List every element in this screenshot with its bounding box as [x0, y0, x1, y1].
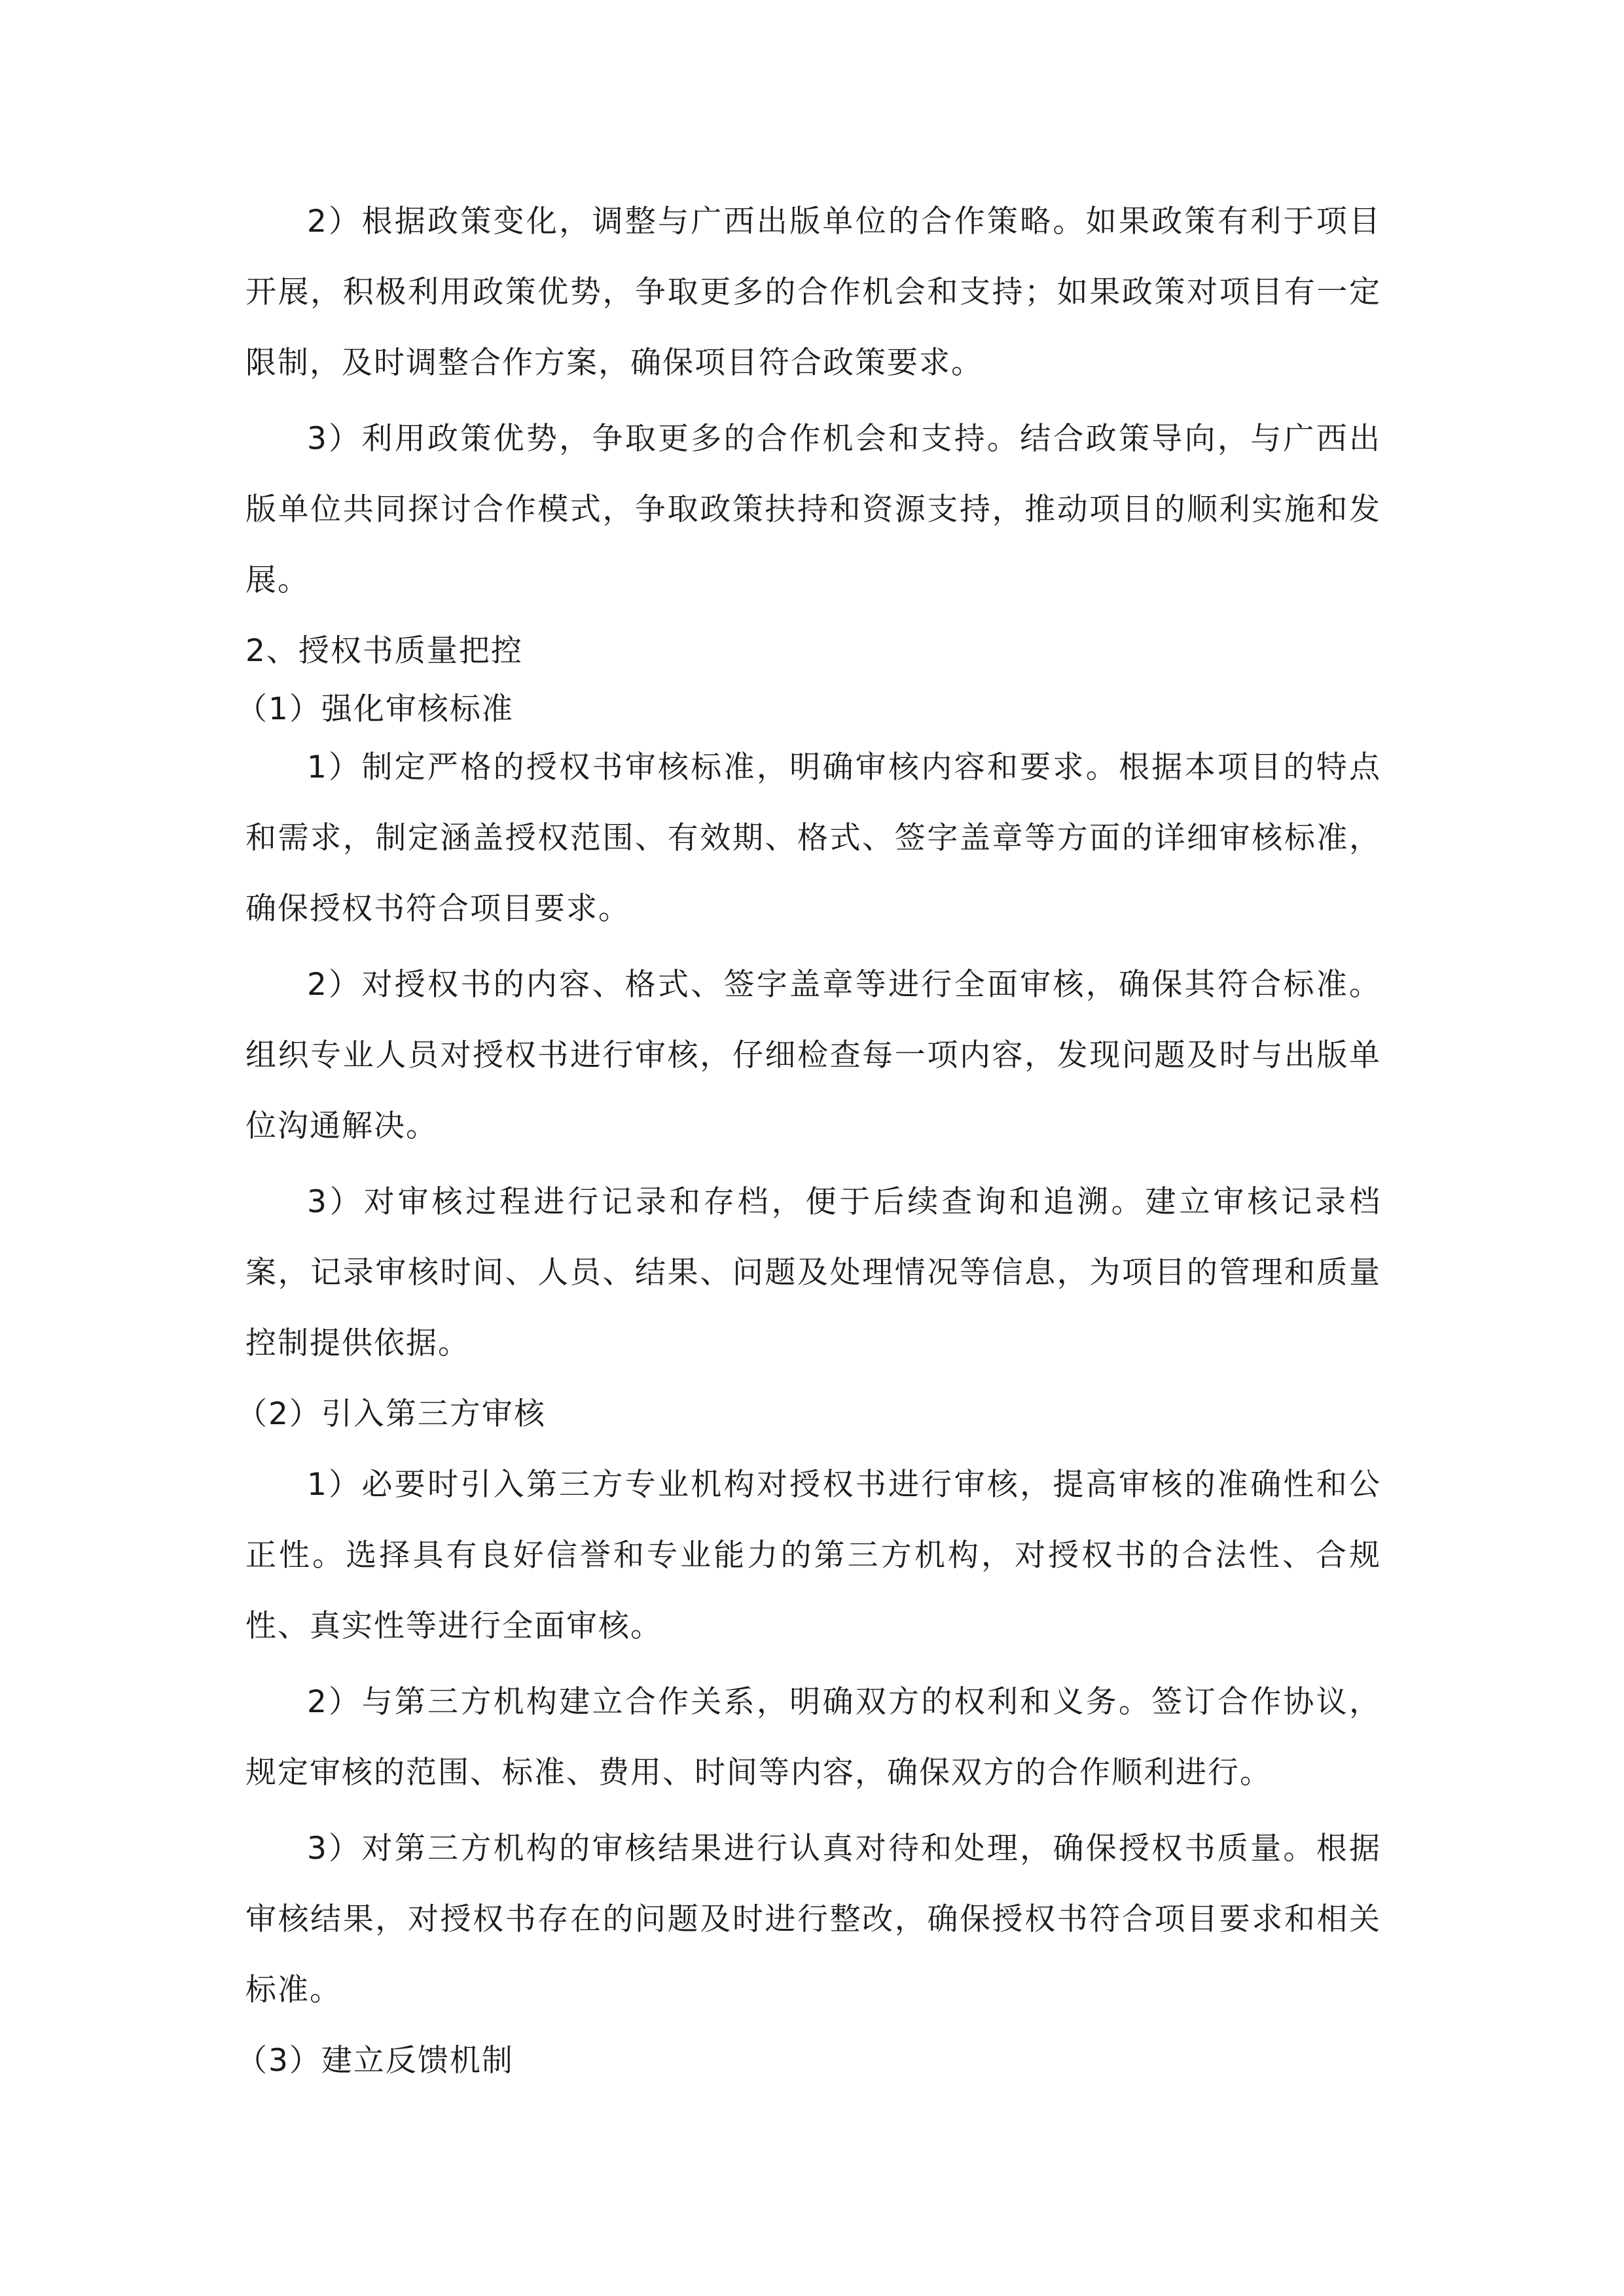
paragraph-review-standards: 1）制定严格的授权书审核标准，明确审核内容和要求。根据本项目的特点和需求，制定涵盖授权范围、有效期、格式、签字盖章等方面的详细审核标准，确保授权书符合项目要求。 [245, 749, 1381, 927]
section-heading-authorization-quality: 2、授权书质量把控 [245, 633, 523, 669]
paragraph-review-records: 3）对审核过程进行记录和存档，便于后续查询和追溯。建立审核记录档案，记录审核时间、人员、结果、问题及处理情况等信息，为项目的管理和质量控制提供依据。 [245, 1184, 1381, 1361]
subsection-heading-third-party: （2）引入第三方审核 [236, 1396, 546, 1432]
paragraph-policy-advantage: 3）利用政策优势，争取更多的合作机会和支持。结合政策导向，与广西出版单位共同探讨合作模式，争取政策扶持和资源支持，推动项目的顺利实施和发展。 [245, 421, 1381, 598]
subsection-heading-review-standards: （1）强化审核标准 [236, 691, 514, 727]
paragraph-third-party-results: 3）对第三方机构的审核结果进行认真对待和处理，确保授权书质量。根据审核结果，对授权书存在的问题及时进行整改，确保授权书符合项目要求和相关标准。 [245, 1831, 1381, 2008]
paragraph-policy-adjust: 2）根据政策变化，调整与广西出版单位的合作策略。如果政策有利于项目开展，积极利用政策优势，争取更多的合作机会和支持；如果政策对项目有一定限制，及时调整合作方案，确保项目符合政策要求。 [245, 204, 1381, 381]
subsection-heading-feedback: （3）建立反馈机制 [236, 2043, 514, 2079]
paragraph-full-review: 2）对授权书的内容、格式、签字盖章等进行全面审核，确保其符合标准。组织专业人员对授权书进行审核，仔细检查每一项内容，发现问题及时与出版单位沟通解决。 [245, 967, 1381, 1144]
paragraph-third-party-cooperation: 2）与第三方机构建立合作关系，明确双方的权利和义务。签订合作协议，规定审核的范围、标准、费用、时间等内容，确保双方的合作顺利进行。 [245, 1684, 1381, 1791]
document-body [236, 187, 1381, 2096]
paragraph-third-party-review: 1）必要时引入第三方专业机构对授权书进行审核，提高审核的准确性和公正性。选择具有良好信誉和专业能力的第三方机构，对授权书的合法性、合规性、真实性等进行全面审核。 [245, 1467, 1381, 1644]
